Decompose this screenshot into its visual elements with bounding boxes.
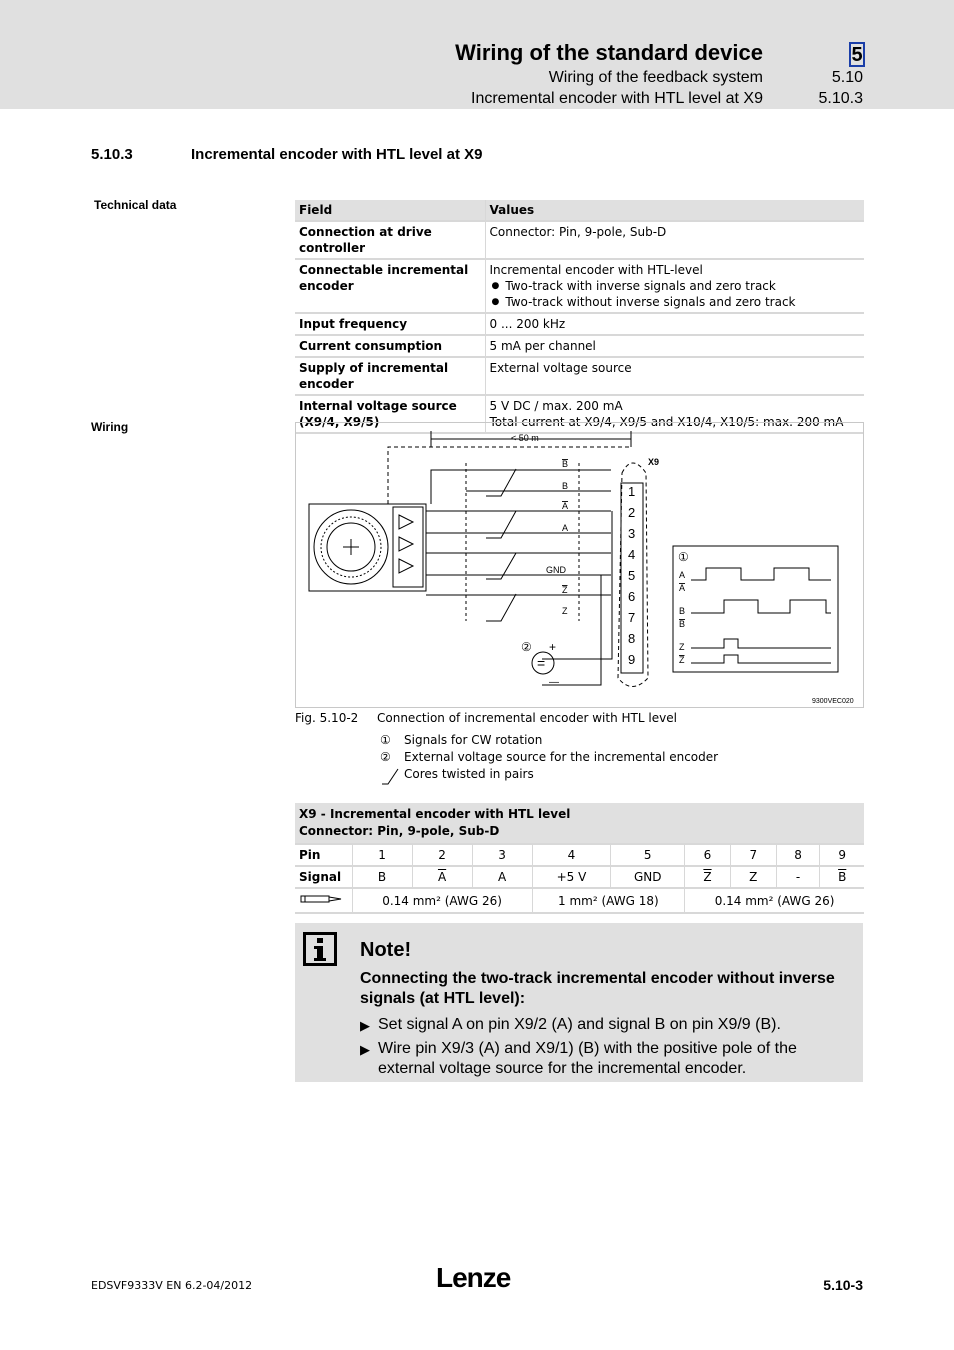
figure-caption: Connection of incremental encoder with HTL level xyxy=(377,711,677,725)
pin-cell: 7 xyxy=(730,844,776,866)
cable-cell: 0.14 mm² (AWG 26) xyxy=(685,888,864,913)
signal-label: B xyxy=(562,459,569,469)
figure-code: 9300VEC020 xyxy=(812,698,854,705)
bullet-text: Two-track with inverse signals and zero track xyxy=(505,279,776,293)
pin-cell: 2 xyxy=(412,844,472,866)
cable-row xyxy=(295,888,864,913)
signal-label: B xyxy=(562,481,569,491)
signal-cell: $\overline{A}$ xyxy=(412,866,472,888)
signal-label: A xyxy=(562,501,569,511)
timing-label: B xyxy=(679,606,686,616)
pin-table-header xyxy=(295,803,864,844)
field-cell: Current consumption xyxy=(295,335,485,357)
legend-text: Signals for CW rotation xyxy=(404,733,543,747)
table-row xyxy=(295,335,864,357)
pin-cell: 8 xyxy=(776,844,820,866)
pin-table-subtitle: Connector: Pin, 9-pole, Sub-D xyxy=(299,824,500,838)
pin-number: 5 xyxy=(628,568,636,583)
header-values: Values xyxy=(485,200,864,221)
lenze-logo: Lenze xyxy=(436,1262,511,1293)
pin-row xyxy=(295,844,864,866)
value-text: 5 V DC / max. 200 mA xyxy=(489,399,623,413)
marker-2: ② xyxy=(521,640,532,654)
bullet-item xyxy=(490,294,861,310)
document-id: EDSVF9333V EN 6.2-04/2012 xyxy=(91,1279,253,1292)
subchapter-title: Wiring of the feedback system xyxy=(548,69,763,86)
twisted-pair-icon xyxy=(380,766,402,786)
value-cell xyxy=(485,259,864,313)
signal-label: A xyxy=(562,523,569,533)
signal-label: Z xyxy=(562,606,568,616)
chapter-title: Wiring of the standard device xyxy=(455,40,763,65)
value-cell: 0 ... 200 kHz xyxy=(485,313,864,335)
row-label: Signal xyxy=(295,866,352,888)
pin-number: 2 xyxy=(628,505,636,520)
timing-label: B xyxy=(679,619,686,629)
timing-label: A xyxy=(679,570,686,580)
cable-cell: 1 mm² (AWG 18) xyxy=(532,888,685,913)
field-cell: Connection at drive controller xyxy=(295,221,485,259)
table-row xyxy=(295,357,864,395)
cable-icon xyxy=(299,892,343,906)
signal-cell: Z xyxy=(730,866,776,888)
field-cell: Input frequency xyxy=(295,313,485,335)
bullet-item xyxy=(490,278,861,294)
page-number: 5.10-3 xyxy=(823,1277,863,1293)
value-cell: External voltage source xyxy=(485,357,864,395)
value-text: Total current at X9/4, X9/5 and X10/4, X10/5: max. 200 mA xyxy=(489,415,844,429)
field-cell: Connectable incremental encoder xyxy=(295,259,485,313)
technical-data-label: Technical data xyxy=(94,198,177,212)
field-cell: Supply of incremental encoder xyxy=(295,357,485,395)
timing-label: Z xyxy=(679,642,685,652)
signal-cell: $\overline{Z}$ xyxy=(685,866,731,888)
pin-cell: 5 xyxy=(611,844,685,866)
pin-cell: 3 xyxy=(472,844,532,866)
chapter-number: 5 xyxy=(849,42,865,67)
timing-diagram-box xyxy=(673,546,838,672)
note-item xyxy=(360,1039,855,1079)
plus-sign: + xyxy=(549,640,557,654)
field-cell: Internal voltage source (X9/4, X9/5) xyxy=(295,395,485,433)
note-title: Note! xyxy=(360,939,412,961)
signal-cell: - xyxy=(776,866,820,888)
pin-number: 9 xyxy=(628,652,636,667)
subsection-number: 5.10.3 xyxy=(818,90,863,107)
pin-number: 3 xyxy=(628,526,636,541)
technical-data-table xyxy=(295,200,864,434)
note-item-text: Wire pin X9/3 (A) and X9/1) (B) with the positive pole of the external voltage source for the incremental encoder. xyxy=(378,1040,797,1077)
legend-text: Cores twisted in pairs xyxy=(404,767,534,781)
timing-label: A xyxy=(679,583,686,593)
pin-cell: 1 xyxy=(352,844,412,866)
bullet-icon: ● xyxy=(491,281,500,291)
page-header xyxy=(0,0,954,109)
pin-number: 1 xyxy=(628,484,636,499)
signal-row xyxy=(295,866,864,888)
section-title: Incremental encoder with HTL level at X9 xyxy=(191,146,483,163)
bullet-icon: ● xyxy=(491,297,500,307)
row-label: Pin xyxy=(295,844,352,866)
note-item-text: Set signal A on pin X9/2 (A) and signal B on pin X9/9 (B). xyxy=(378,1016,781,1033)
distance-label: < 50 m xyxy=(511,433,539,443)
table-row xyxy=(295,221,864,259)
pin-table-title: X9 - Incremental encoder with HTL level xyxy=(299,807,571,821)
connector-label: X9 xyxy=(648,457,660,467)
signal-label: GND xyxy=(546,565,566,575)
table-row xyxy=(295,259,864,313)
signal-cell: +5 V xyxy=(532,866,611,888)
arrow-icon: ▶ xyxy=(360,1042,370,1057)
note-heading: Connecting the two-track incremental encoder without inverse signals (at HTL level): xyxy=(360,970,835,1007)
value-text: Incremental encoder with HTL-level xyxy=(489,263,703,277)
signal-cell: $\overline{B}$ xyxy=(820,866,864,888)
legend-symbol: ① xyxy=(380,733,391,747)
wiring-label: Wiring xyxy=(91,420,129,434)
figure-number: Fig. 5.10-2 xyxy=(295,711,359,725)
legend-symbol: ② xyxy=(380,750,391,764)
pin-number: 7 xyxy=(628,610,636,625)
pin-number: 4 xyxy=(628,547,636,562)
pin-cell: 4 xyxy=(532,844,611,866)
marker-1: ① xyxy=(678,550,689,564)
table-header-row xyxy=(295,200,864,221)
pin-number: 8 xyxy=(628,631,636,646)
note-item xyxy=(360,1015,855,1036)
cable-cell: 0.14 mm² (AWG 26) xyxy=(352,888,532,913)
cable-icon-cell xyxy=(295,888,352,913)
note-box xyxy=(295,923,863,1082)
subsection-title: Incremental encoder with HTL level at X9 xyxy=(471,90,763,107)
timing-label: Z xyxy=(679,655,685,665)
minus-sign: — xyxy=(549,677,559,688)
pin-cell: 6 xyxy=(685,844,731,866)
equals-sign: = xyxy=(537,655,546,671)
header-field: Field xyxy=(295,200,485,221)
signal-cell: B xyxy=(352,866,412,888)
arrow-icon: ▶ xyxy=(360,1018,370,1033)
section-number: 5.10.3 xyxy=(91,146,133,163)
pin-number: 6 xyxy=(628,589,636,604)
pin-assignment-table xyxy=(295,803,864,914)
wiring-diagram xyxy=(296,423,863,707)
bullet-text: Two-track without inverse signals and zero track xyxy=(505,295,796,309)
signal-label: Z xyxy=(562,585,568,595)
wiring-figure xyxy=(295,422,864,708)
value-cell: 5 mA per channel xyxy=(485,335,864,357)
signal-cell: GND xyxy=(611,866,685,888)
legend-text: External voltage source for the incremental encoder xyxy=(404,750,719,764)
signal-cell: A xyxy=(472,866,532,888)
table-row xyxy=(295,313,864,335)
pin-cell: 9 xyxy=(820,844,864,866)
value-cell: Connector: Pin, 9-pole, Sub-D xyxy=(485,221,864,259)
info-icon xyxy=(303,932,337,966)
subchapter-number: 5.10 xyxy=(831,69,863,86)
